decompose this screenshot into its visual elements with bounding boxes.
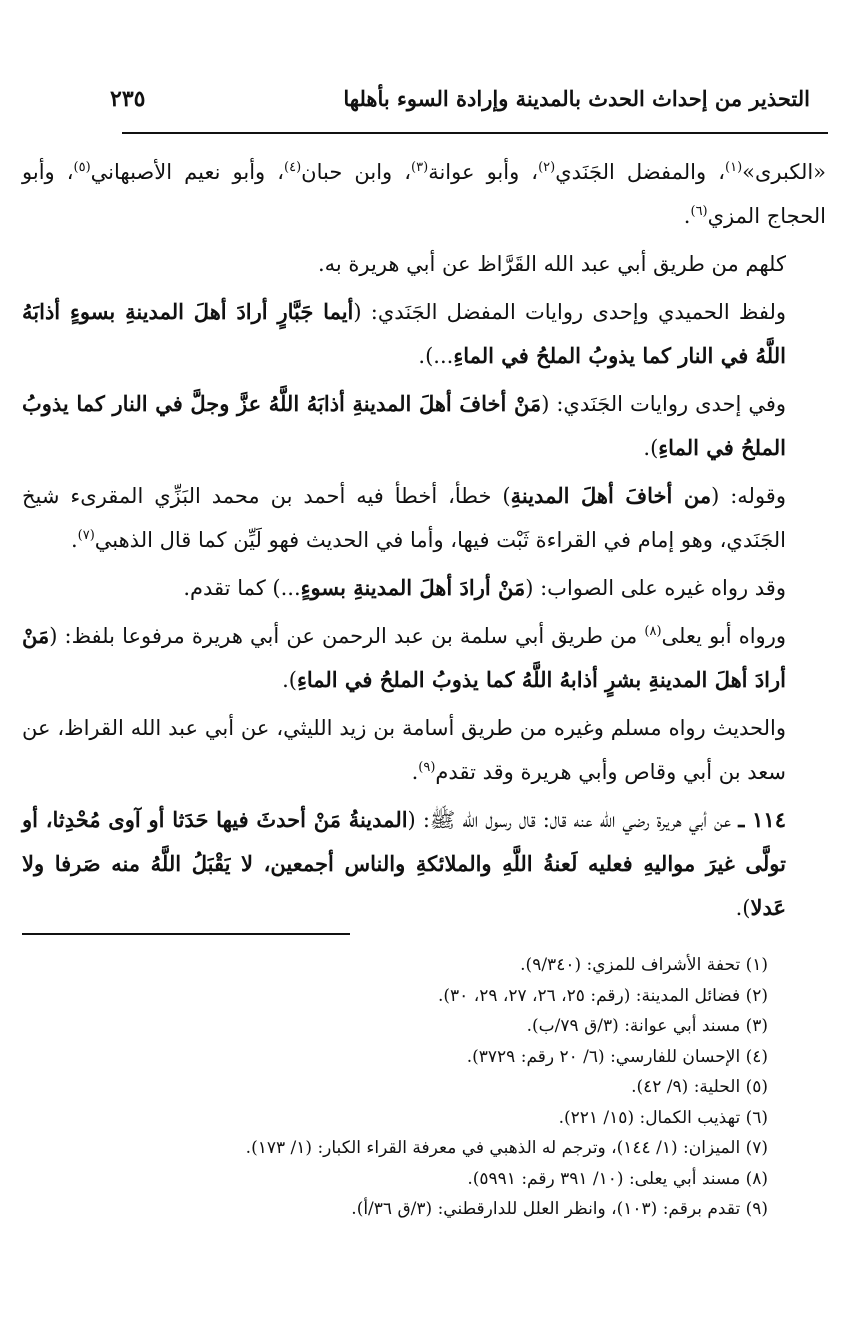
main-text (22, 150, 826, 934)
text: ). (643, 436, 659, 460)
footnote: (٢) فضائل المدينة: (رقم: ٢٥، ٢٦، ٢٧، ٢٩، ٣٠). (438, 985, 768, 1006)
hadith-114 (22, 798, 826, 930)
text: ) خطأ، أخطأ فيه أحمد بن محمد البَزِّي المقرىء شيخ الجَنَدي، وهو إمام في القراءة ثَبْت فيها، وأما في الحديث فهو لَيِّن كما قال الذهبي (22, 484, 786, 552)
hadith-text: مَنْ أرادَ أهلَ المدينةِ بشرٍ أذابهُ اللَّهُ كما يذوبُ الملحُ في الماءِ (22, 623, 786, 692)
paragraph-chain: كلهم من طريق أبي عبد الله القَرَّاظ عن أبي هريرة به. (317, 252, 786, 276)
footnote: (٣) مسند أبي عوانة: (٣/ق ٧٩/ب). (526, 1016, 768, 1036)
text: والحديث رواه مسلم وغيره من طريق أسامة بن زيد الليثي، عن أبي عبد الله القراظ، عن سعد بن أبي وقاص وأبي هريرة وقد تقدم (22, 716, 786, 784)
text: ورواه أبو يعلى (661, 624, 786, 648)
text: عن أبي هريرة رضي الله عنه قال: قال رسول الله ﷺ: ( (407, 808, 739, 832)
paragraph-error-note (22, 474, 826, 562)
text: من طريق أبي سلمة بن عبد الرحمن عن أبي هريرة مرفوعا بلفظ: ( (49, 624, 645, 648)
footnote-rule (22, 933, 350, 935)
footnote: (١) تحفة الأشراف للمزي: (٩/٣٤٠). (520, 955, 768, 975)
footnote-ref[interactable]: (٤) (284, 160, 302, 175)
text: ، وأبو الحجاج المزي (22, 160, 826, 228)
footnote: (٥) الحلية: (٩/ ٤٢). (631, 1077, 768, 1097)
paragraph-jandi-wording (22, 382, 826, 470)
hadith-text: أيما جَبَّارٍ أرادَ أهلَ المدينةِ بسوءٍ أذابَهُ اللَّهُ في النار كما يذوبُ الملحُ في الماءِ (22, 299, 786, 368)
footnote-ref[interactable]: (٨) (644, 624, 662, 639)
footnote-ref[interactable]: (٣) (411, 160, 429, 175)
paragraph-abu-yala (22, 614, 826, 702)
footnote: (٤) الإحسان للفارسي: (٦/ ٢٠ رقم: ٣٧٢٩). (466, 1046, 768, 1067)
text: . (411, 760, 419, 784)
footnotes (40, 950, 768, 1225)
paragraph-humaydi-wording (22, 290, 826, 378)
footnote: (٦) تهذيب الكمال: (١٥/ ٢٢١). (558, 1107, 768, 1128)
text: . (683, 204, 691, 228)
hadith-text: المدينةُ مَنْ أحدثَ فيها حَدَثا أو آوى مُحْدِثا، أو تولَّى غيرَ مواليهِ فعليه لَعنةُ اللَّهِ والملائكةِ والناس أجمعين، لا يَقْبَلُ اللَّهُ منه صَرفا ولا عَدلا (22, 807, 786, 920)
text: ، وابن حبان (301, 160, 412, 184)
text: ...). (418, 344, 454, 368)
footnote-ref[interactable]: (٦) (690, 204, 708, 219)
text: . (70, 528, 78, 552)
footnote-ref[interactable]: (٧) (77, 528, 95, 543)
footnote-ref[interactable]: (١) (725, 160, 743, 175)
text: وقد رواه غيره على الصواب: ( (525, 576, 786, 600)
hadith-text: مَنْ أرادَ أهلَ المدينةِ بسوءٍ (300, 575, 526, 600)
footnote: (٨) مسند أبي يعلى: (١٠/ ٣٩١ رقم: ٥٩٩١). (467, 1168, 768, 1189)
header-rule (122, 132, 828, 134)
footnote-ref[interactable]: (٥) (73, 160, 91, 175)
footnote-ref[interactable]: (٩) (418, 760, 436, 775)
hadith-number: ١١٤ ـ (738, 807, 786, 832)
text: ). (735, 896, 751, 920)
text: ، وأبو عوانة (428, 160, 539, 184)
footnote: (٧) الميزان: (١/ ١٤٤)، وترجم له الذهبي في معرفة القراء الكبار: (١/ ١٧٣). (245, 1138, 768, 1158)
footnote-ref[interactable]: (٢) (538, 160, 556, 175)
running-title: التحذير من إحداث الحدث بالمدينة وإرادة السوء بأهلها (343, 86, 810, 111)
footnote: (٩) تقدم برقم: (١٠٣)، وانظر العلل للدارقطني: (٣/ق ٣٦/أ). (351, 1199, 768, 1219)
hadith-text: من أخافَ أهلَ المدينةِ (510, 483, 712, 508)
page-number: ٢٣٥ (110, 86, 146, 112)
paragraph-correct-wording (22, 566, 826, 610)
text: ). (282, 668, 297, 692)
text: وفي إحدى روايات الجَنَدي: ( (541, 392, 786, 416)
text: «الكبرى» (742, 160, 827, 184)
text: وقوله: ( (711, 484, 786, 508)
text: ، والمفضل الجَنَدي (555, 160, 725, 184)
text: ولفظ الحميدي وإحدى روايات المفضل الجَنَدي: ( (353, 300, 786, 324)
running-header (110, 86, 810, 126)
paragraph-muslim (22, 706, 826, 794)
text: ...) كما تقدم. (183, 576, 301, 600)
hadith-text: مَنْ أخافَ أهلَ المدينةِ أذابَهُ اللَّهُ عزَّ وجلَّ في النار كما يذوبُ الملحُ في الماءِ (22, 391, 786, 460)
text: ، وأبو نعيم الأصبهاني (90, 160, 285, 184)
paragraph-sources (22, 150, 826, 238)
